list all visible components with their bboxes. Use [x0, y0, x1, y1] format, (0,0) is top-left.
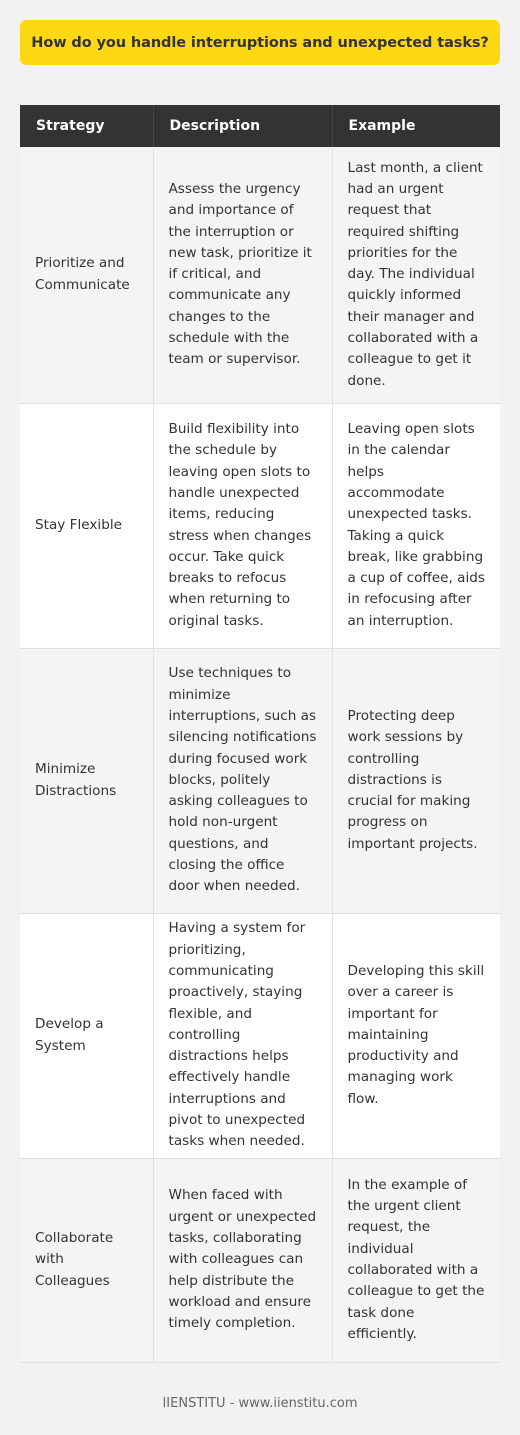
description-cell: Assess the urgency and importance of the interruption or new task, prioritize it if critical, and communicate any changes to the schedule with the team or supervisor.: [153, 147, 332, 403]
table-row: [20, 913, 500, 1158]
description-cell: Use techniques to minimize interruptions, such as silencing notifications during focused work blocks, politely asking colleagues to hold non-urgent questions, and closing the office door when needed.: [153, 648, 332, 913]
strategy-cell: Develop a System: [20, 913, 153, 1158]
example-cell: Leaving open slots in the calendar helps accommodate unexpected tasks. Taking a quick break, like grabbing a cup of coffee, aids in refocusing after an interruption.: [332, 403, 500, 648]
header-example: Example: [332, 105, 500, 147]
strategy-cell: Minimize Distractions: [20, 648, 153, 913]
table-row: [20, 648, 500, 913]
table-row: [20, 403, 500, 648]
strategy-table: [20, 105, 500, 1363]
strategy-cell: Stay Flexible: [20, 403, 153, 648]
example-cell: Last month, a client had an urgent request that required shifting priorities for the day. The individual quickly informed their manager and collaborated with a colleague to get it done.: [332, 147, 500, 403]
header-strategy: Strategy: [20, 105, 153, 147]
strategy-cell: Prioritize and Communicate: [20, 147, 153, 403]
example-cell: Protecting deep work sessions by controlling distractions is crucial for making progress on important projects.: [332, 648, 500, 913]
table-row: [20, 147, 500, 403]
footer-credit: IIENSTITU - www.iienstitu.com: [162, 1396, 358, 1411]
description-cell: When faced with urgent or unexpected tasks, collaborating with colleagues can help distribute the workload and ensure timely completion.: [153, 1158, 332, 1362]
example-cell: In the example of the urgent client request, the individual collaborated with a colleague to get the task done efficiently.: [332, 1158, 500, 1362]
page-title: How do you handle interruptions and unexpected tasks?: [31, 34, 489, 51]
description-cell: Build flexibility into the schedule by leaving open slots to handle unexpected items, reducing stress when changes occur. Take quick breaks to refocus when returning to original tasks.: [153, 403, 332, 648]
strategy-table-container: [20, 105, 500, 1363]
strategy-cell: Collaborate with Colleagues: [20, 1158, 153, 1362]
table-row: [20, 1158, 500, 1362]
title-banner: [20, 20, 500, 65]
example-cell: Developing this skill over a career is important for maintaining productivity and managing work flow.: [332, 913, 500, 1158]
table-header-row: [20, 105, 500, 147]
header-description: Description: [153, 105, 332, 147]
description-cell: Having a system for prioritizing, communicating proactively, staying flexible, and controlling distractions helps effectively handle interruptions and pivot to unexpected tasks when needed.: [153, 913, 332, 1158]
